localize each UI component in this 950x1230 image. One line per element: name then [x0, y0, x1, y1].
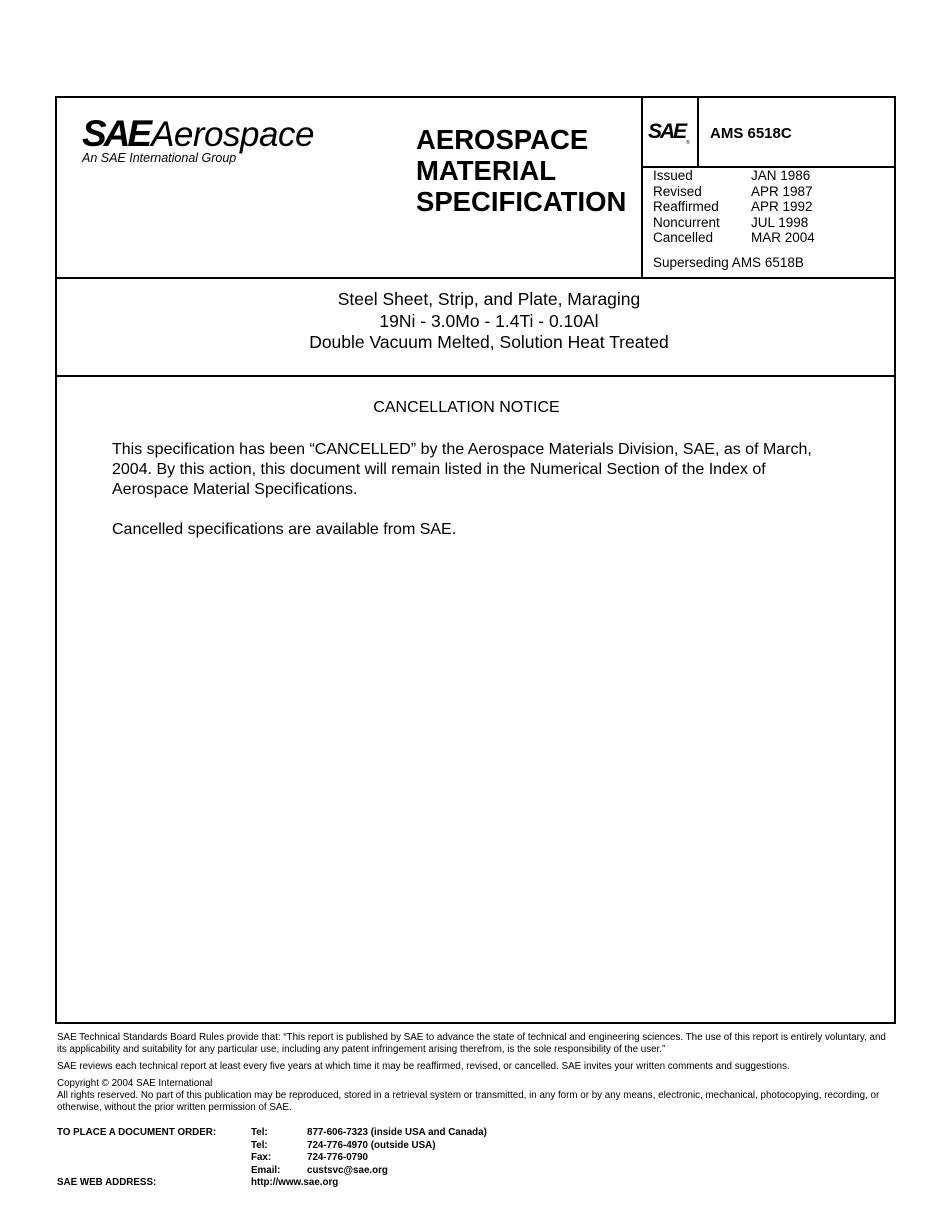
- contact-value: 724-776-0790: [307, 1152, 369, 1164]
- date-label: Noncurrent: [653, 214, 720, 230]
- date-row: [653, 184, 815, 200]
- contact-value: 877-606-7323 (inside USA and Canada): [307, 1127, 487, 1138]
- spec-type-line: SPECIFICATION: [416, 186, 627, 217]
- date-label: Reaffirmed: [653, 199, 719, 215]
- document-dates: [653, 168, 815, 246]
- date-value: JUL 1998: [751, 214, 809, 230]
- header-bottom-rule: [55, 277, 895, 279]
- contact-value: 724-776-4970 (outside USA): [307, 1139, 436, 1151]
- date-value: APR 1992: [751, 199, 813, 215]
- logo-subtitle: An SAE International Group: [82, 151, 237, 165]
- spec-type-line: AEROSPACE: [416, 124, 589, 155]
- title-line: Steel Sheet, Strip, and Plate, Maraging: [337, 289, 641, 309]
- date-row: [653, 199, 815, 215]
- review-text: SAE reviews each technical report at least every five years at which time it may be reaffirmed, revised, or cancelled. SAE invites your written comments and suggestions.: [57, 1061, 790, 1072]
- superseding-note: Superseding AMS 6518B: [653, 255, 804, 270]
- notice-paragraph: Cancelled specifications are available from SAE.: [112, 521, 457, 538]
- order-label: TO PLACE A DOCUMENT ORDER:: [57, 1127, 217, 1138]
- title-bottom-rule: [55, 375, 895, 377]
- notice-body: [112, 440, 832, 560]
- footer-legal: [57, 1032, 897, 1114]
- notice-paragraph: This specification has been “CANCELLED” by the Aerospace Materials Division, SAE, as of March, 2004. By this action, this document will remain listed in the Numerical Section of the Index of Aerospace Material Specifications.: [112, 441, 812, 498]
- logo-sae-text: SAE: [82, 113, 150, 154]
- sae-mark-logo: SAE: [648, 120, 686, 143]
- cancellation-heading: CANCELLATION NOTICE: [373, 399, 560, 416]
- spec-type-title: [416, 124, 626, 217]
- contact-label: Tel:: [251, 1127, 268, 1138]
- email-link[interactable]: custsvc@sae.org: [307, 1164, 388, 1176]
- rights-text: All rights reserved. No part of this publication may be reproduced, stored in a retrieval system or transmitted, in any form or by any means, electronic, mechanical, photocopying, recording, or otherwise, without the prior written permission of SAE.: [57, 1090, 880, 1113]
- contact-label: Email:: [251, 1164, 281, 1176]
- copyright-text: Copyright © 2004 SAE International: [57, 1078, 213, 1089]
- spec-type-line: MATERIAL: [416, 155, 557, 186]
- web-address-label: SAE WEB ADDRESS:: [57, 1177, 157, 1188]
- contact-label: Tel:: [251, 1139, 268, 1151]
- date-label: Issued: [653, 168, 693, 183]
- date-row: [653, 230, 815, 246]
- rules-text: SAE Technical Standards Board Rules provide that: “This report is published by SAE to advance the state of technical and engineering sciences. The use of this report is entirely voluntary, and its applicability and suitability for any particular use, including any patent infringement arising therefrom, is the sole responsibility of the user.”: [57, 1032, 886, 1055]
- date-row: [653, 215, 815, 231]
- date-label: Revised: [653, 183, 702, 199]
- date-value: APR 1987: [751, 183, 813, 199]
- header-divider-vertical: [641, 96, 643, 279]
- ams-document-number: AMS 6518C: [710, 125, 792, 142]
- sae-box-divider: [697, 96, 699, 168]
- title-line: 19Ni - 3.0Mo - 1.4Ti - 0.10Al: [379, 310, 599, 331]
- sae-mark-registered: ®: [686, 140, 690, 146]
- document-title: [55, 289, 923, 354]
- date-label: Cancelled: [653, 230, 714, 246]
- date-value: MAR 2004: [751, 230, 815, 246]
- contact-label: Fax:: [251, 1152, 272, 1164]
- date-row: [653, 168, 815, 184]
- web-address-link[interactable]: http://www.sae.org: [251, 1177, 339, 1189]
- date-value: JAN 1986: [751, 168, 811, 183]
- logo-aerospace-text: Aerospace: [151, 115, 314, 154]
- title-line: Double Vacuum Melted, Solution Heat Treated: [309, 332, 669, 352]
- contact-values: [307, 1127, 487, 1177]
